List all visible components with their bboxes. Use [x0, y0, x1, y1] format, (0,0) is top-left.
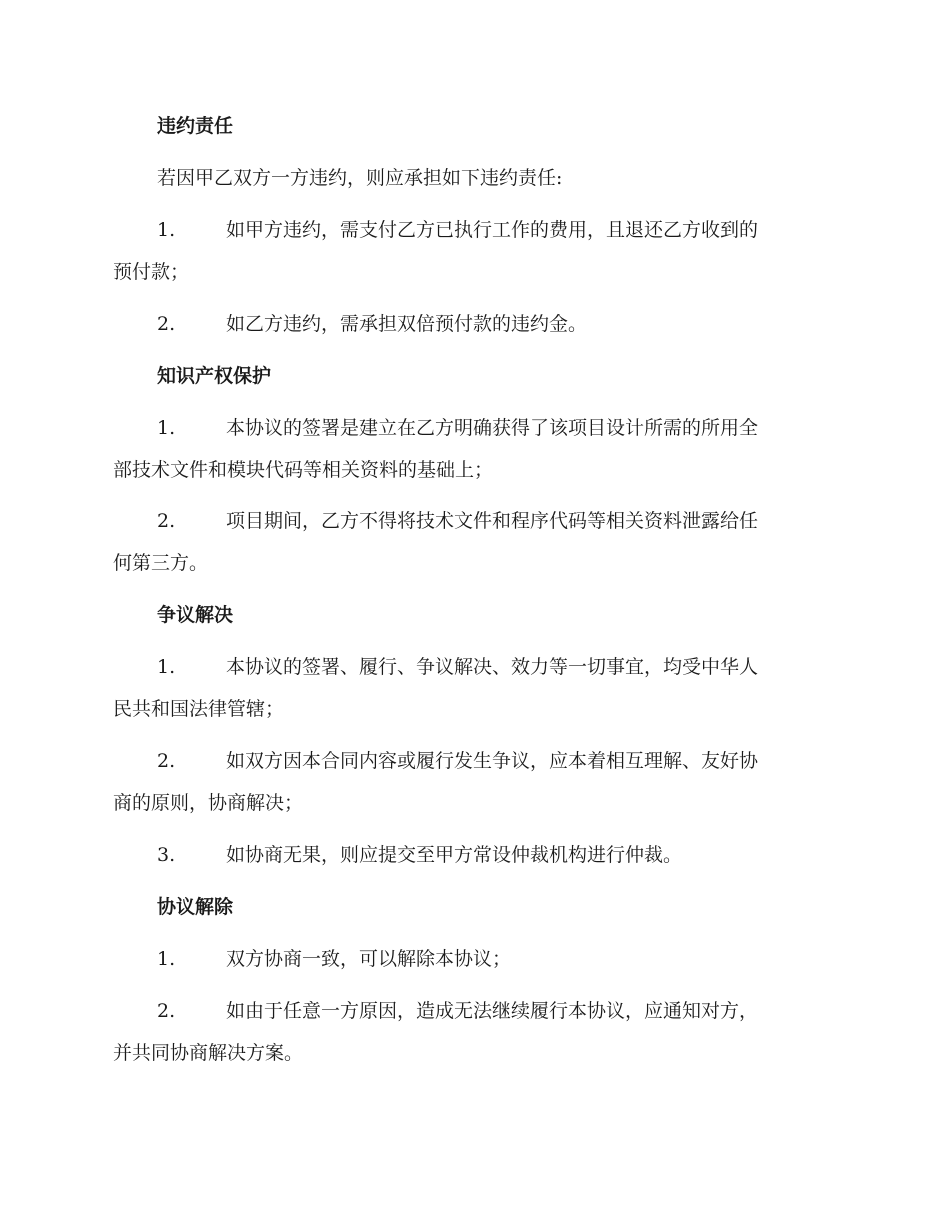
list-item-continuation: 何第三方。 — [113, 552, 209, 574]
list-item-number: 1. — [157, 219, 176, 241]
list-item-text: 如协商无果，则应提交至甲方常设仲裁机构进行仲裁。 — [226, 844, 683, 866]
list-item-number: 2. — [157, 510, 176, 532]
list-item-continuation: 预付款； — [113, 261, 190, 283]
list-item-number: 2. — [157, 313, 176, 335]
list-item-continuation: 民共和国法律管辖； — [113, 698, 285, 720]
list-item-number: 1. — [157, 948, 176, 970]
section-heading: 知识产权保护 — [157, 365, 272, 387]
list-item-number: 1. — [157, 656, 176, 678]
list-item-continuation: 部技术文件和模块代码等相关资料的基础上； — [113, 459, 494, 481]
list-item-text: 如双方因本合同内容或履行发生争议，应本着相互理解、友好协 — [226, 750, 759, 772]
section-heading: 协议解除 — [157, 896, 234, 918]
list-item-number: 3. — [157, 844, 176, 866]
list-item-number: 2. — [157, 1000, 176, 1022]
list-item-text: 如甲方违约，需支付乙方已执行工作的费用，且退还乙方收到的 — [226, 219, 759, 241]
list-item-text: 本协议的签署是建立在乙方明确获得了该项目设计所需的所用全 — [226, 417, 759, 439]
list-item-continuation: 商的原则，协商解决； — [113, 792, 304, 814]
list-item-text: 双方协商一致，可以解除本协议； — [226, 948, 512, 970]
section-heading: 违约责任 — [157, 115, 234, 137]
list-item-number: 2. — [157, 750, 176, 772]
list-item-continuation: 并共同协商解决方案。 — [113, 1042, 304, 1064]
list-item-text: 如由于任意一方原因，造成无法继续履行本协议，应通知对方， — [226, 1000, 759, 1022]
section-intro: 若因甲乙双方一方违约，则应承担如下违约责任: — [157, 167, 563, 189]
list-item-number: 1. — [157, 417, 176, 439]
list-item-text: 项目期间，乙方不得将技术文件和程序代码等相关资料泄露给任 — [226, 510, 759, 532]
list-item-text: 如乙方违约，需承担双倍预付款的违约金。 — [226, 313, 588, 335]
section-heading: 争议解决 — [157, 604, 234, 626]
list-item-text: 本协议的签署、履行、争议解决、效力等一切事宜，均受中华人 — [226, 656, 759, 678]
